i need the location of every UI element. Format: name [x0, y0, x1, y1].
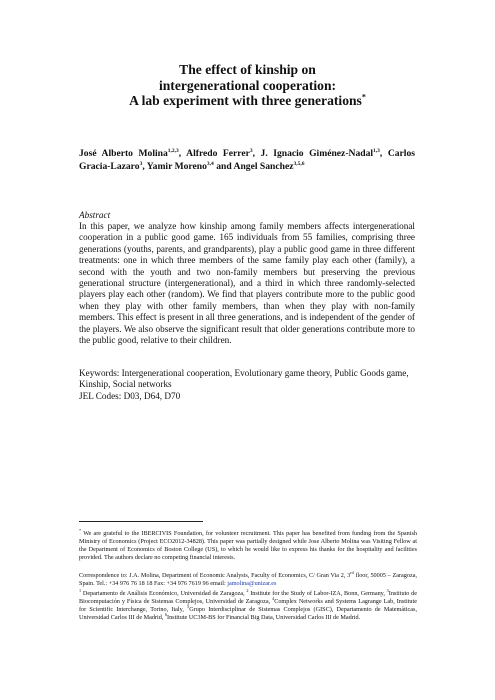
affiliation-text: Institute for the Study of Labor-IZA, Bonn, Germany, [248, 590, 387, 597]
thanks-text: We are grateful to the IBERCIVIS Foundation, for volunteer recruitment. This paper has benefited from funding from the Spanish Ministry of Economics (Project ECO2012-34828). This paper was partially designed while Jose Alberto Molina was Visiting Fellow at the Department of Economics of Boston College (US), to which he would like to express his thanks for the hospitality and facilities provided. The authors declare no competing financial interests. [79, 530, 417, 561]
author-separator: , [142, 160, 147, 172]
affiliation-number: 5 [187, 603, 190, 609]
author-affiliation-mark: 1,2,3 [167, 147, 179, 154]
affiliation-number: 4 [272, 595, 275, 601]
correspondence-text-a: Correspondence to: J.A. Molina, Department of Economic Analysis, Faculty of Economics, C/ Gran Via 2, 3 [79, 572, 351, 579]
author-affiliation-mark: 3 [249, 147, 253, 154]
author-affiliation-mark: 3 [139, 160, 143, 167]
footnote-affiliations [79, 587, 418, 622]
affiliation-text: Complex Networks and Systems Lagrange Lab, Institute for Scientific Interchange, Torino, Italy, [79, 597, 417, 613]
keywords: Keywords: Intergenerational cooperation, Evolutionary game theory, Public Goods game, Kinship, Social networks [79, 368, 409, 390]
affiliation-text: Grupo Interdisciplinar de Sistemas Complejos (GISC), Departamento de Matemáticas, Universidad Carlos III de Madrid, [79, 605, 418, 621]
jel-codes: JEL Codes: D03, D64, D70 [79, 391, 181, 401]
author-name: Angel Sanchez [233, 160, 294, 172]
author-separator: and [213, 160, 234, 172]
affiliation-text: Instituto de Biocomputación y Física de Sistemas Complejos, Universidad de Zaragoza, [79, 590, 417, 605]
footnote-thanks [79, 527, 417, 562]
author-name: Alfredo Ferrer [186, 148, 250, 159]
author-name: J. Ignacio Giménez-Nadal [260, 148, 374, 159]
author-name: Yamir Moreno [146, 160, 207, 172]
affiliation-text: Departamento de Análisis Económico, Universidad de Zaragoza, [81, 590, 247, 597]
footnote-rule [79, 521, 203, 522]
thanks-mark: * [79, 527, 82, 533]
correspondence-sup: rd [350, 569, 354, 575]
author-name: José Alberto Molina [79, 148, 168, 159]
author-affiliation-mark: 3,5,6 [293, 160, 305, 167]
author-separator: , [252, 148, 261, 159]
affiliation-number: 3 [386, 587, 389, 593]
affiliation-number: 1 [79, 587, 82, 593]
correspondence-text-b: floor, 50005 – Zaragoza, Spain. Tel.: +34 976 76 18 18 Fax: +34 976 7619 96 email: [79, 572, 417, 587]
email-link[interactable]: jamolina@unizar.es [227, 579, 277, 587]
title-line-3 [80, 93, 415, 109]
title-line-3-text: A lab experiment with three generations [129, 93, 362, 108]
abstract-text: In this paper, we analyze how kinship among family members affects intergenerational cooperation in a public good game. 165 individuals from 55 families, comprising three generations (youths, parents, and grandparents), play a public good game in three different treatments: one in which three members of the same family play each other (family), a second with the youth and two non-family members but preserving the previous generational structure (intergenerational), and a third in which three randomly-selected players play each other (random). We find that players contribute more to the public good when they play with other family members, than when they play with non-family members. This effect is present in all three generations, and is independent of the gender of the players. We also observe the significant result that older generations contribute more to the public good, relative to their children. [79, 221, 415, 346]
author-separator: , [379, 148, 388, 159]
affiliation-number: 2 [246, 587, 249, 593]
author-affiliation-mark: 3,4 [206, 160, 214, 167]
title-line-1: The effect of kinship on [179, 62, 316, 77]
abstract-label: Abstract [79, 210, 111, 220]
affiliation-number: 6 [164, 611, 168, 617]
affiliation-text: Institute UC3M-BS for Financial Big Data, Universidad Carlos III de Madrid. [167, 613, 361, 621]
author-separator: , [178, 148, 187, 159]
title-line-2: intergenerational cooperation: [158, 77, 337, 93]
title-footnote-mark: * [361, 92, 366, 102]
footnote-correspondence [79, 569, 417, 588]
author-affiliation-mark: 1,3 [373, 147, 380, 154]
paper-title [80, 62, 415, 109]
author-list [79, 148, 415, 173]
author-name: Carlos Gracia-Lazaro [79, 148, 415, 172]
